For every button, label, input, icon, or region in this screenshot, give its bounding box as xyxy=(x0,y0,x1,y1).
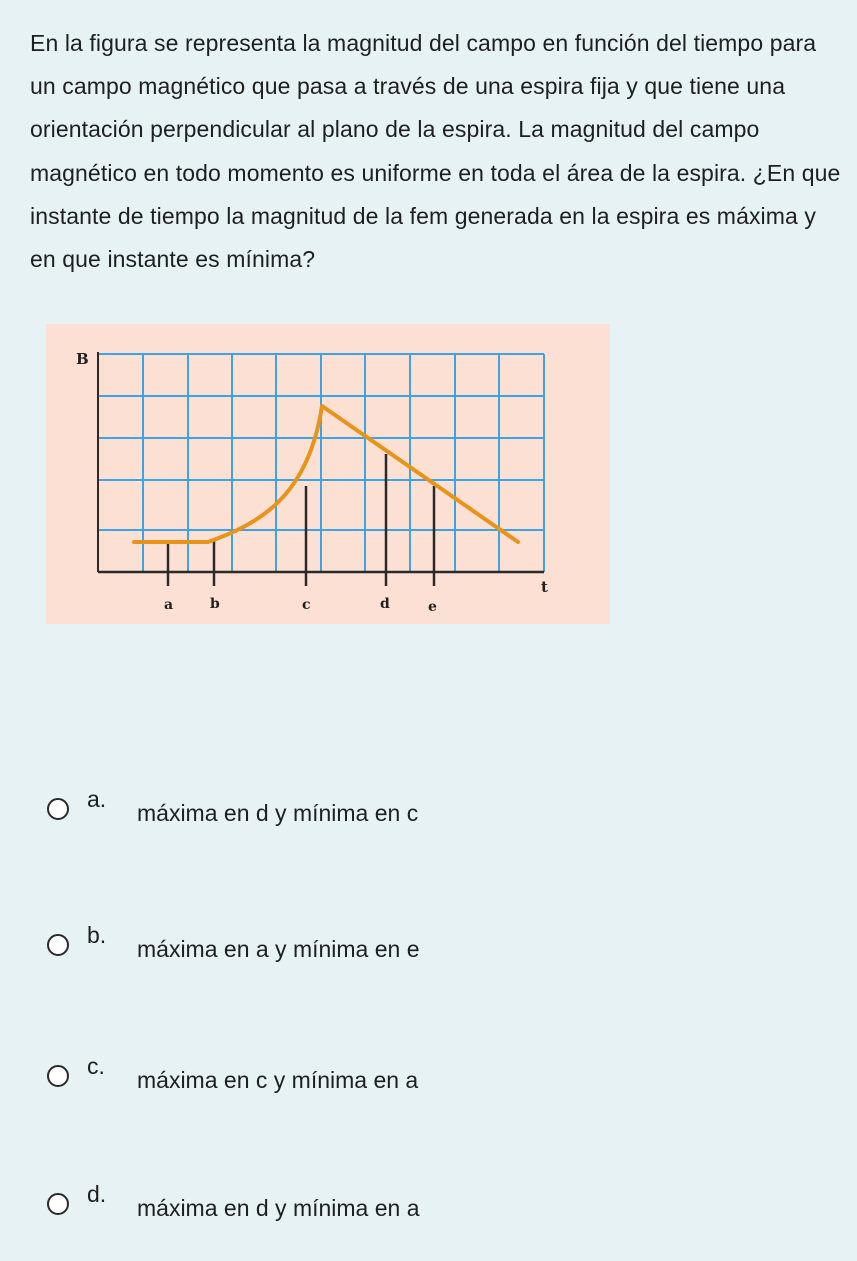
y-axis-label: B xyxy=(76,350,89,368)
option-a-letter: a. xyxy=(87,786,107,812)
b-vs-t-graph xyxy=(46,324,610,624)
radio-option-b[interactable] xyxy=(47,934,69,956)
field-curve xyxy=(134,406,518,542)
option-d-letter: d. xyxy=(87,1181,107,1207)
option-c-letter: c. xyxy=(87,1053,105,1079)
radio-option-d[interactable] xyxy=(47,1193,69,1215)
graph-grid xyxy=(98,354,544,572)
time-label-c: c xyxy=(302,597,311,613)
time-label-e: e xyxy=(428,599,437,615)
option-c-text[interactable]: máxima en c y mínima en a xyxy=(137,1067,419,1093)
option-d[interactable] xyxy=(47,1181,747,1239)
option-d-text[interactable]: máxima en d y mínima en a xyxy=(137,1195,420,1221)
option-b-text[interactable]: máxima en a y mínima en e xyxy=(137,936,420,962)
time-label-d: d xyxy=(380,596,390,612)
radio-option-c[interactable] xyxy=(47,1065,69,1087)
radio-option-a[interactable] xyxy=(47,798,69,820)
time-label-b: b xyxy=(210,596,220,612)
x-axis-label: t xyxy=(541,578,548,596)
option-a-text[interactable]: máxima en d y mínima en c xyxy=(137,800,419,826)
question-text: En la figura se representa la magnitud del campo en función del tiempo para un campo magnético que pasa a través de una espira fija y que tiene una orientación perpendicular al plano de la espira. La magnitud del campo magnético en todo momento es uniforme en toda el área de la espira. ¿En que instante de tiempo la magnitud de la fem generada en la espira es máxima y en que instante es mínima? xyxy=(30,30,841,273)
time-label-a: a xyxy=(164,597,174,613)
option-b[interactable] xyxy=(47,922,747,980)
option-a[interactable] xyxy=(47,786,747,844)
option-b-letter: b. xyxy=(87,922,107,948)
option-c[interactable] xyxy=(47,1053,747,1111)
